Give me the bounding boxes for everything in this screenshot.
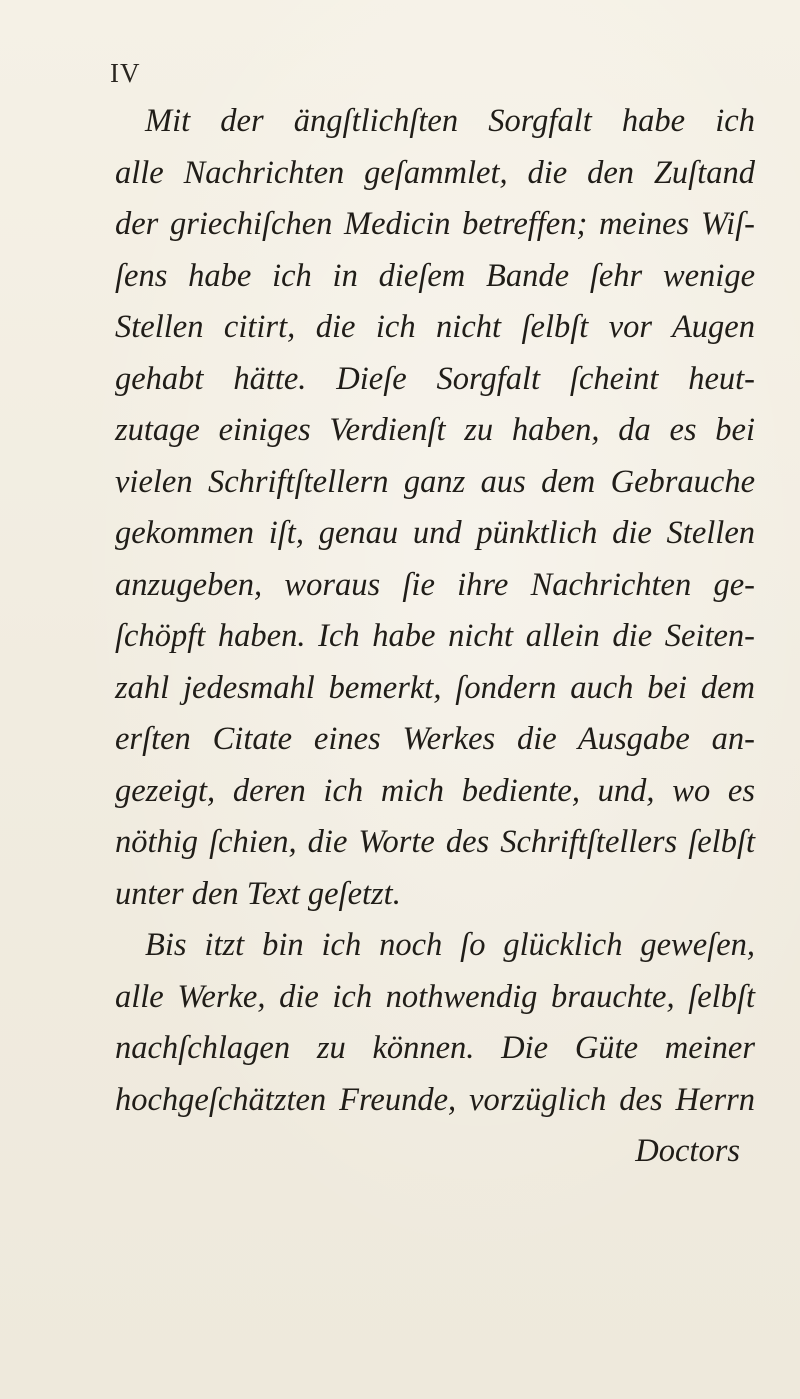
text-line: ſchöpft haben. Ich habe nicht allein die Seiten- [115,618,755,654]
text-line: gekommen iſt, genau und pünktlich die Stellen [115,515,755,551]
text-line: Stellen citirt, die ich nicht ſelbſt vor Augen [115,309,755,345]
text-line: erſten Citate eines Werkes die Ausgabe an- [115,721,755,757]
text-line: gezeigt, deren ich mich bediente, und, wo es [115,772,755,809]
text-line: der griechiſchen Medicin betreffen; meines Wiſ- [115,206,755,242]
text-line: Bis itzt bin ich noch ſo glücklich geweſen, [145,927,755,963]
text-line: alle Werke, die ich nothwendig brauchte, ſelbſt [115,978,755,1015]
text-line: vielen Schriftſtellern ganz aus dem Gebrauche [115,463,755,500]
catchword: Doctors [635,1133,740,1169]
text-line: zutage einiges Verdienſt zu haben, da es bei [115,412,755,448]
text-line: ſens habe ich in dieſem Bande ſehr wenige [115,257,755,294]
text-line: nöthig ſchien, die Worte des Schriftſtellers ſelbſt [115,824,755,860]
text-line: anzugeben, woraus ſie ihre Nachrichten ge- [115,566,755,603]
text-line: Mit der ängſtlichſten Sorgfalt habe ich [145,103,755,139]
text-line: gehabt hätte. Dieſe Sorgfalt ſcheint heut- [115,360,755,397]
text-line: nachſchlagen zu können. Die Güte meiner [115,1030,755,1066]
body-text [115,96,755,1178]
text-line: hochgeſchätzten Freunde, vorzüglich des Herrn [115,1081,755,1118]
page-number: IV [110,58,141,88]
text-line: alle Nachrichten geſammlet, die den Zuſtand [115,154,755,191]
text-line: unter den Text geſetzt. [115,875,401,912]
text-line: zahl jedesmahl bemerkt, ſondern auch bei dem [115,669,755,706]
